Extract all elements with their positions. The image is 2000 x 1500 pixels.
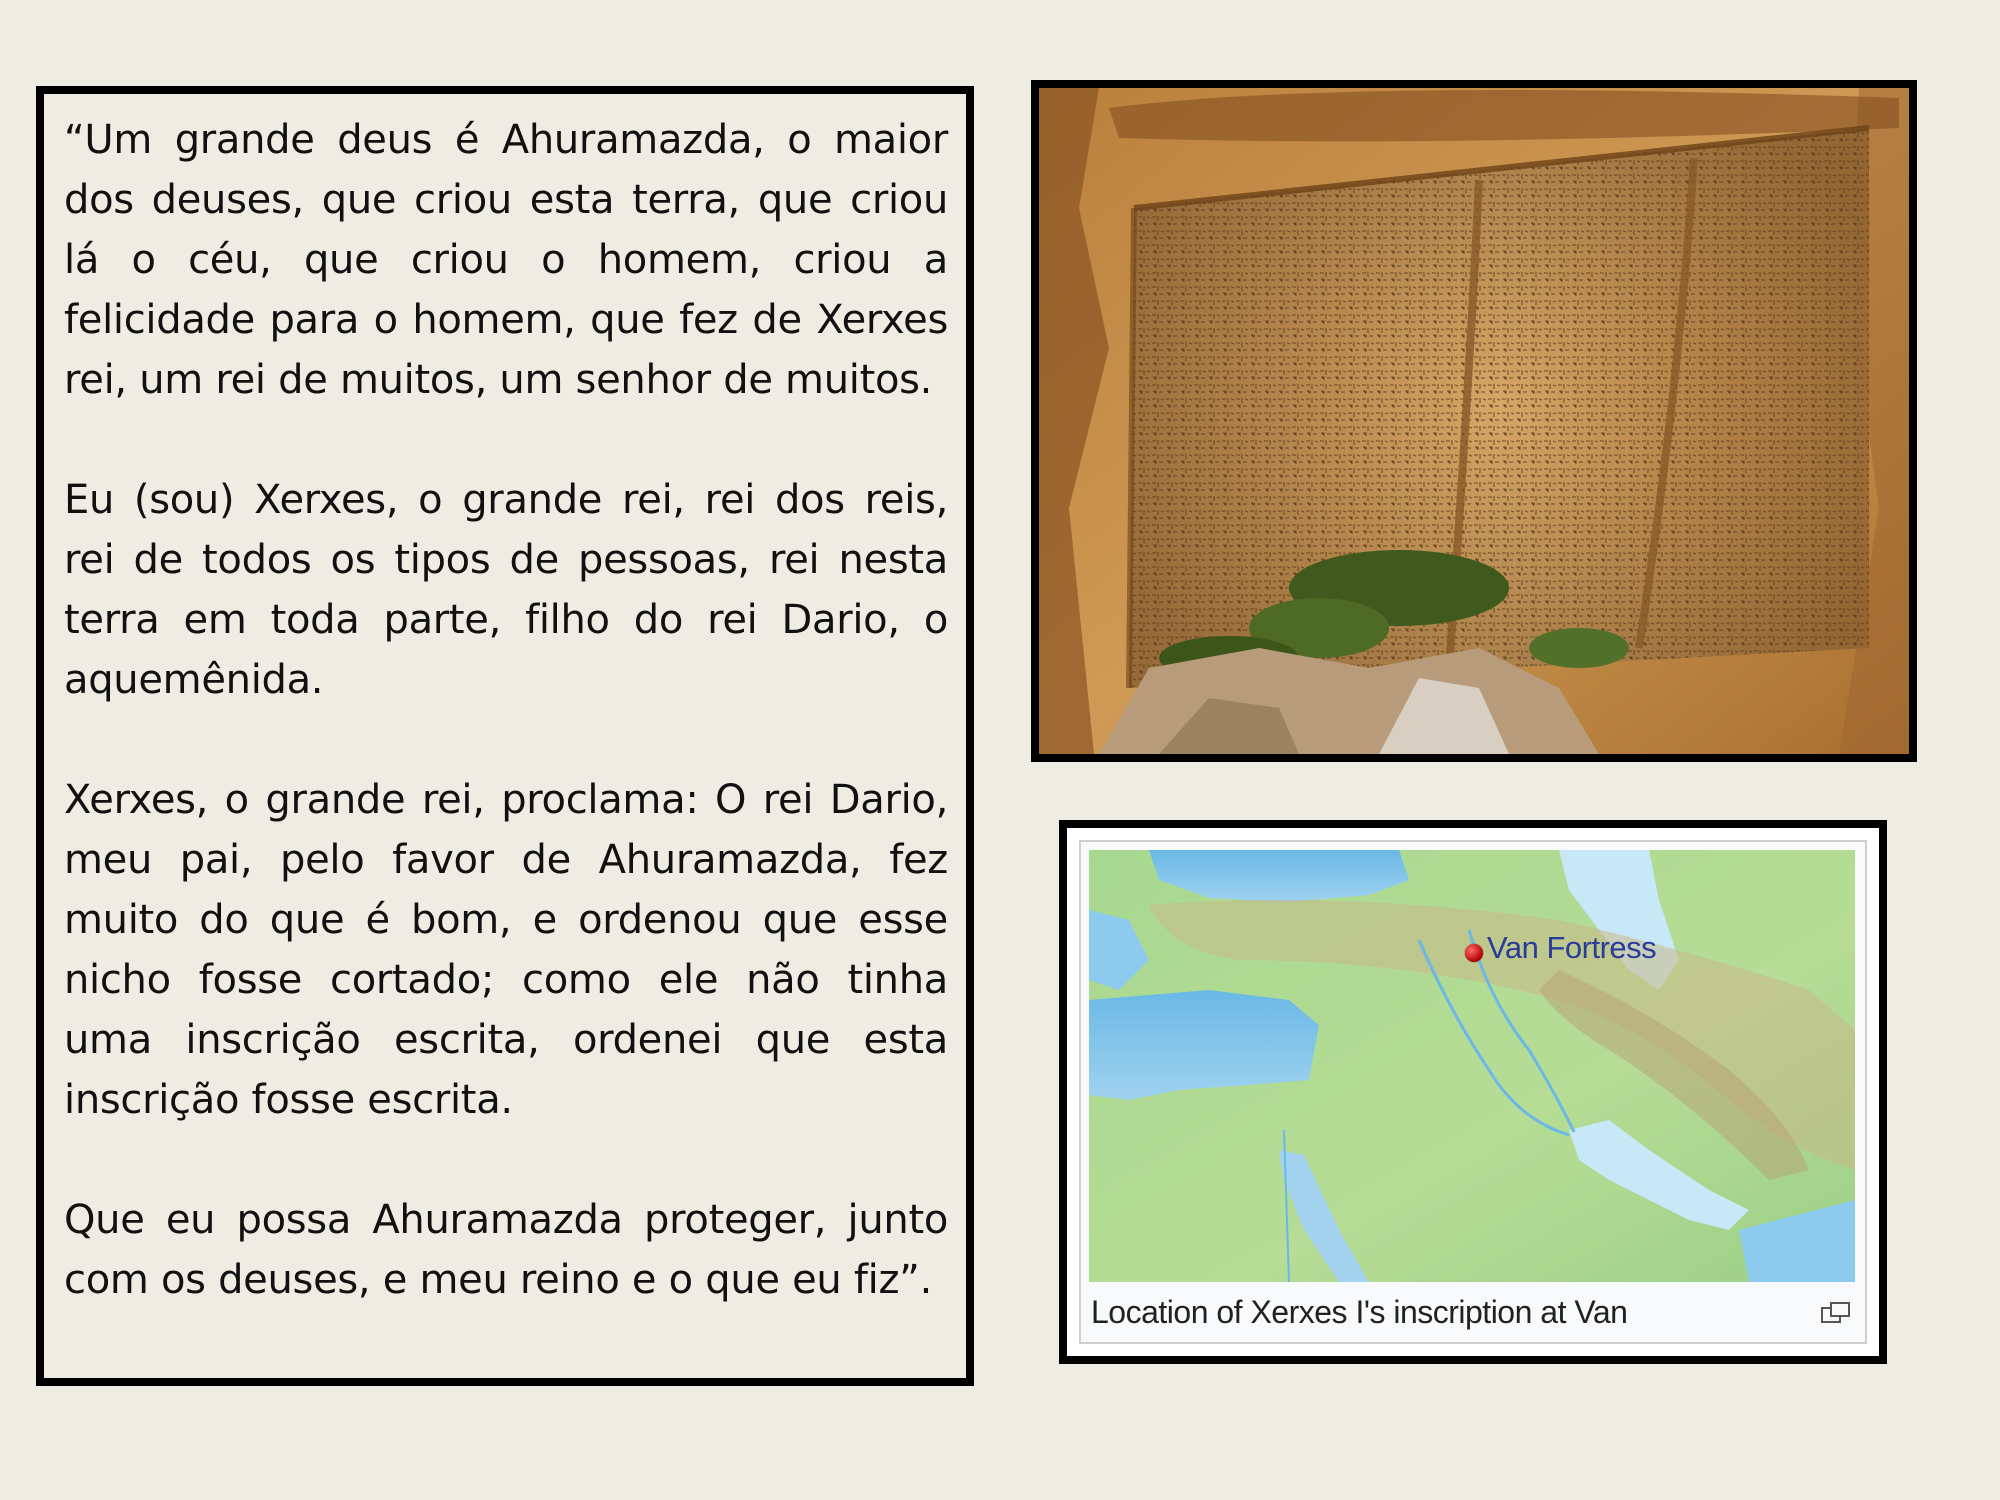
map-image[interactable] <box>1089 850 1855 1282</box>
map-terrain <box>1089 850 1855 1282</box>
inscription-text-box <box>36 86 974 1386</box>
enlarge-icon[interactable] <box>1821 1302 1851 1324</box>
cuneiform-rock-image <box>1039 88 1909 754</box>
map-thumbnail[interactable] <box>1079 840 1867 1344</box>
map-caption: Location of Xerxes I's inscription at Van <box>1091 1294 1628 1330</box>
van-fortress-marker[interactable] <box>1465 944 1483 962</box>
location-map-frame <box>1059 820 1887 1364</box>
van-fortress-label: Van Fortress <box>1487 930 1657 965</box>
paragraph-1: “Um grande deus é Ahuramazda, o maior dos deuses, que criou esta terra, que criou lá o céu, que criou o homem, criou a felicidade para o homem, que fez de Xerxes rei, um rei de muitos, um senhor de muitos. <box>64 117 948 403</box>
paragraph-2: Eu (sou) Xerxes, o grande rei, rei dos reis, rei de todos os tipos de pessoas, rei nesta terra em toda parte, filho do rei Dario, o aquemênida. <box>64 477 948 703</box>
paragraph-4: Que eu possa Ahuramazda proteger, junto com os deuses, e meu reino e o que eu fiz”. <box>64 1197 948 1303</box>
paragraph-3: Xerxes, o grande rei, proclama: O rei Dario, meu pai, pelo favor de Ahuramazda, fez muito do que é bom, e ordenou que esse nicho fosse cortado; como ele não tinha uma inscrição escrita, ordenei que esta inscrição fosse escrita. <box>64 777 948 1123</box>
inscription-photo <box>1031 80 1917 762</box>
